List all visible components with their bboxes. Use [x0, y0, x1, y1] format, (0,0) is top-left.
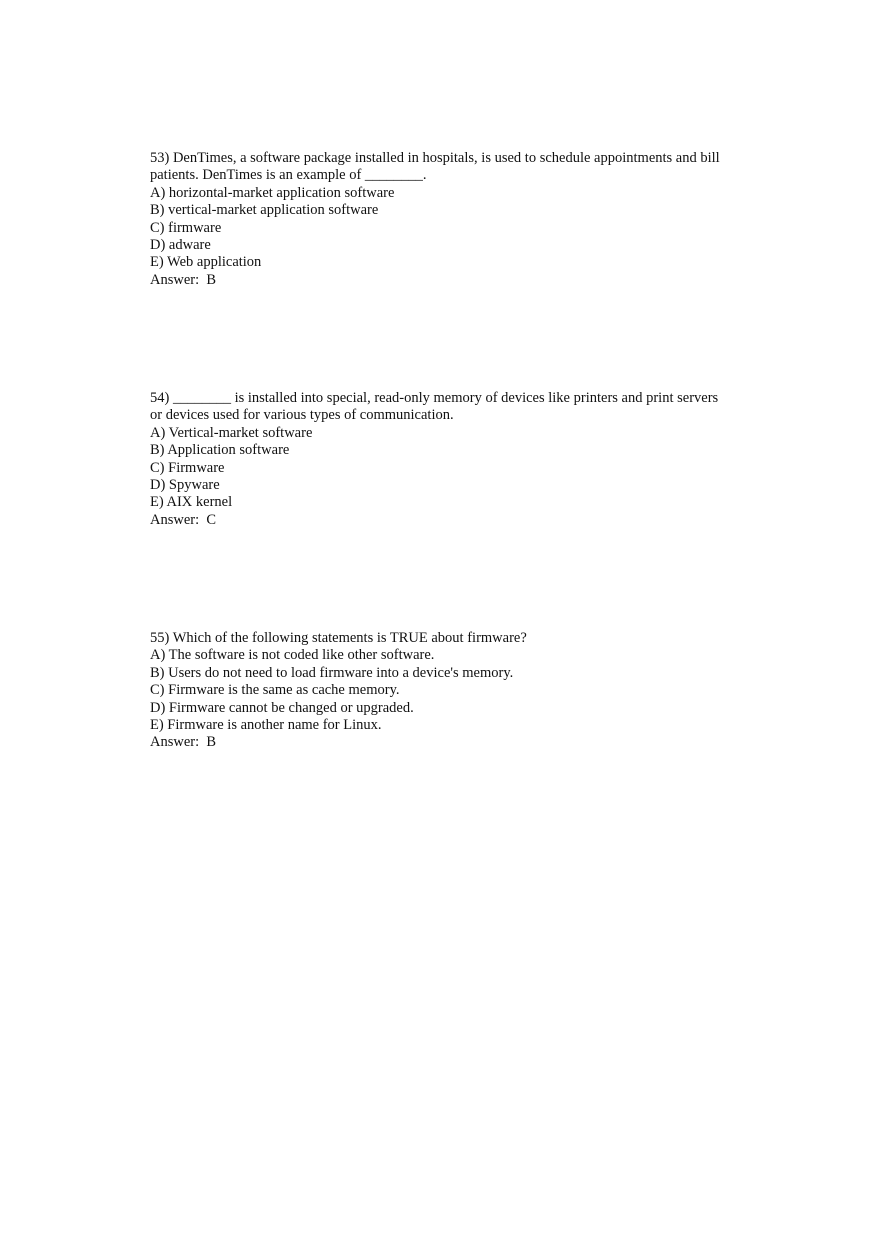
answer-option-b: B) Users do not need to load firmware into a device's memory. [150, 664, 514, 681]
question-53 [150, 150, 730, 289]
answer-option-a: A) The software is not coded like other software. [150, 647, 435, 664]
answer-option-e: E) AIX kernel [150, 494, 233, 511]
answer-key: Answer: C [150, 511, 217, 528]
question-stem: 53) DenTimes, a software package installed in hospitals, is used to schedule appointments and bill patients. DenTimes is an example of ________. [150, 150, 720, 184]
answer-option-c: C) Firmware is the same as cache memory. [150, 682, 400, 699]
answer-option-b: B) Application software [150, 442, 290, 459]
answer-key: Answer: B [150, 734, 217, 751]
answer-key: Answer: B [150, 271, 217, 288]
question-stem: 54) ________ is installed into special, read-only memory of devices like printers and print servers or devices used for various types of communication. [150, 390, 719, 424]
answer-option-d: D) Spyware [150, 477, 220, 494]
answer-option-d: D) adware [150, 237, 211, 254]
question-stem: 55) Which of the following statements is TRUE about firmware? [150, 630, 527, 646]
answer-option-e: E) Firmware is another name for Linux. [150, 717, 382, 734]
answer-option-a: A) horizontal-market application software [150, 184, 395, 201]
question-55 [150, 630, 730, 752]
answer-option-c: C) Firmware [150, 459, 225, 476]
answer-option-e: E) Web application [150, 254, 262, 271]
answer-option-b: B) vertical-market application software [150, 202, 379, 219]
answer-option-d: D) Firmware cannot be changed or upgraded. [150, 699, 414, 716]
answer-option-a: A) Vertical-market software [150, 424, 313, 441]
answer-option-c: C) firmware [150, 219, 222, 236]
question-54 [150, 390, 730, 529]
